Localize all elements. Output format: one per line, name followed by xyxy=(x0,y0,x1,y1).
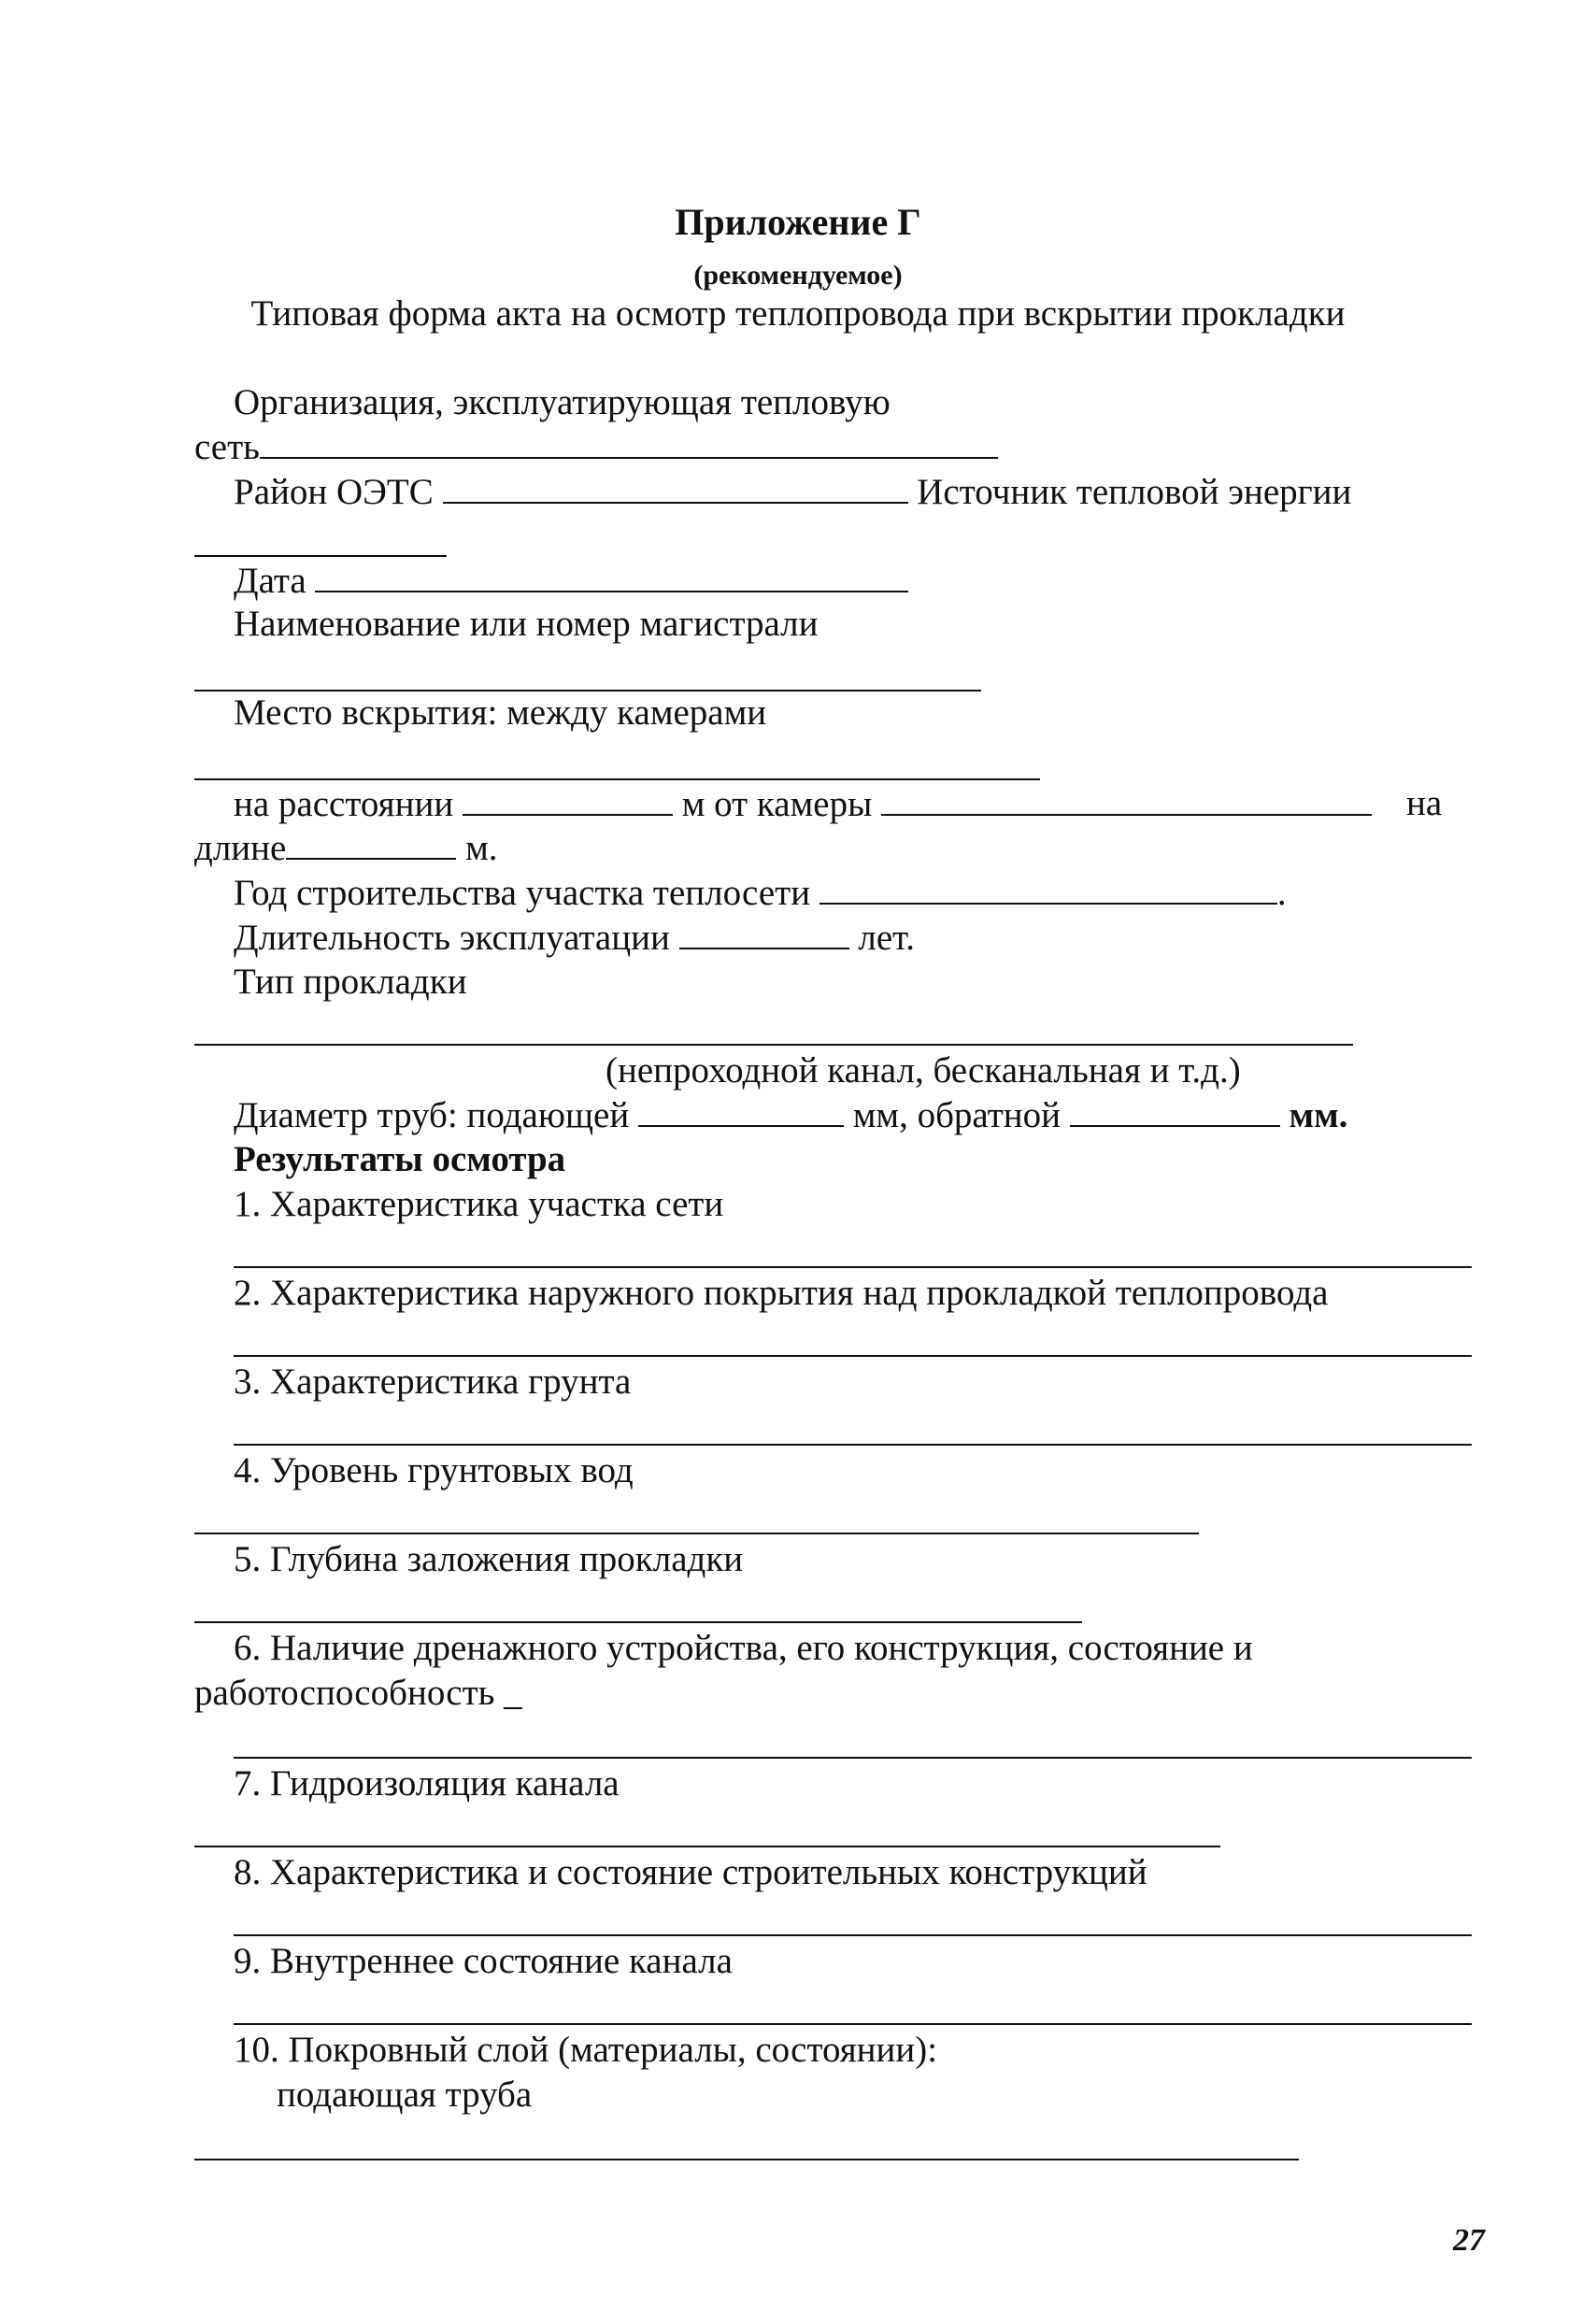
form-title: Типовая форма акта на осмотр теплопровода при вскрытии прокладки xyxy=(250,293,1346,334)
chamber-input-line[interactable] xyxy=(881,782,1372,816)
date-input-line[interactable] xyxy=(315,559,908,592)
build-year-row xyxy=(234,871,1287,915)
heat-source-label: Источник тепловой энергии xyxy=(917,472,1352,512)
distance-label: на расстоянии xyxy=(234,784,454,824)
distance-row xyxy=(234,782,1372,826)
result-item-9: 9. Внутреннее состояние канала xyxy=(234,1941,733,1981)
appendix-title: Приложение Г xyxy=(675,201,921,243)
result-item-6-line1: 6. Наличие дренажного устройства, его конструкция, состояние и xyxy=(234,1628,1253,1668)
org-label-line1: Организация, эксплуатирующая тепловую xyxy=(234,382,891,422)
result-item-8: 8. Характеристика и состояние строительных конструкций xyxy=(234,1852,1147,1892)
district-label: Район ОЭТС xyxy=(234,472,434,512)
result-item-4-line[interactable] xyxy=(194,1533,1199,1534)
service-life-input-line[interactable] xyxy=(679,916,849,949)
supply-diameter-input-line[interactable] xyxy=(638,1093,844,1127)
date-label: Дата xyxy=(234,561,306,601)
length-unit-label: м. xyxy=(465,828,498,868)
org-label-line2 xyxy=(194,425,998,469)
result-item-3: 3. Характеристика грунта xyxy=(234,1362,632,1402)
district-row xyxy=(234,470,1351,514)
result-item-5: 5. Глубина заложения прокладки xyxy=(234,1539,744,1579)
diameter-row xyxy=(234,1093,1347,1137)
laying-type-label: Тип прокладки xyxy=(234,962,467,1002)
laying-type-hint: (непроходной канал, бесканальная и т.д.) xyxy=(606,1050,1241,1091)
result-item-10-line[interactable] xyxy=(194,2159,1299,2160)
result-item-6-line[interactable] xyxy=(234,1757,1472,1759)
result-item-10: 10. Покровный слой (материалы, состоянии): xyxy=(234,2030,938,2070)
distance-input-line[interactable] xyxy=(463,782,673,816)
opening-place-label: Место вскрытия: между камерами xyxy=(234,692,767,733)
build-year-label: Год строительства участка теплосети xyxy=(234,873,811,913)
heat-source-input-line[interactable] xyxy=(194,555,447,557)
result-item-7-line[interactable] xyxy=(194,1846,1220,1847)
org-label-text: сеть xyxy=(194,427,260,467)
main-name-label: Наименование или номер магистрали xyxy=(234,604,819,644)
return-diameter-label: мм, обратной xyxy=(852,1095,1062,1135)
build-year-period: . xyxy=(1276,873,1287,913)
result-item-1-line[interactable] xyxy=(234,1266,1472,1268)
length-label: длине xyxy=(194,828,287,868)
result-item-2: 2. Характеристика наружного покрытия над прокладкой теплопровода xyxy=(234,1273,1329,1313)
opening-place-input-line[interactable] xyxy=(194,778,1040,780)
from-chamber-label: м от камеры xyxy=(681,784,873,824)
result-item-2-line[interactable] xyxy=(234,1355,1472,1357)
result-item-4: 4. Уровень грунтовых вод xyxy=(234,1450,634,1490)
result-item-3-line[interactable] xyxy=(234,1444,1472,1446)
result-item-5-line[interactable] xyxy=(194,1621,1082,1623)
result-item-9-line[interactable] xyxy=(234,2023,1472,2025)
diameter-label: Диаметр труб: подающей xyxy=(234,1095,630,1135)
results-heading: Результаты осмотра xyxy=(234,1139,566,1179)
length-row xyxy=(194,826,498,870)
build-year-input-line[interactable] xyxy=(819,871,1277,905)
result-item-1: 1. Характеристика участка сети xyxy=(234,1184,724,1224)
result-item-6-line2: работоспособность _ xyxy=(194,1673,522,1713)
appendix-note: (рекомендуемое) xyxy=(693,260,903,291)
result-item-10-sub: подающая труба xyxy=(277,2075,533,2115)
at-label: на xyxy=(1406,783,1443,823)
date-row xyxy=(234,559,908,603)
service-life-label: Длительность эксплуатации xyxy=(234,918,670,958)
result-item-8-line[interactable] xyxy=(234,1934,1472,1936)
district-input-line[interactable] xyxy=(443,470,908,504)
page-number: 27 xyxy=(1453,2223,1485,2258)
return-diameter-input-line[interactable] xyxy=(1070,1093,1280,1127)
service-life-row xyxy=(234,916,915,960)
mm-label: мм. xyxy=(1289,1095,1348,1135)
years-label: лет. xyxy=(858,918,915,958)
org-input-line[interactable] xyxy=(260,425,998,459)
length-input-line[interactable] xyxy=(286,826,456,860)
laying-type-input-line[interactable] xyxy=(194,1044,1353,1046)
result-item-7: 7. Гидроизоляция канала xyxy=(234,1763,620,1804)
